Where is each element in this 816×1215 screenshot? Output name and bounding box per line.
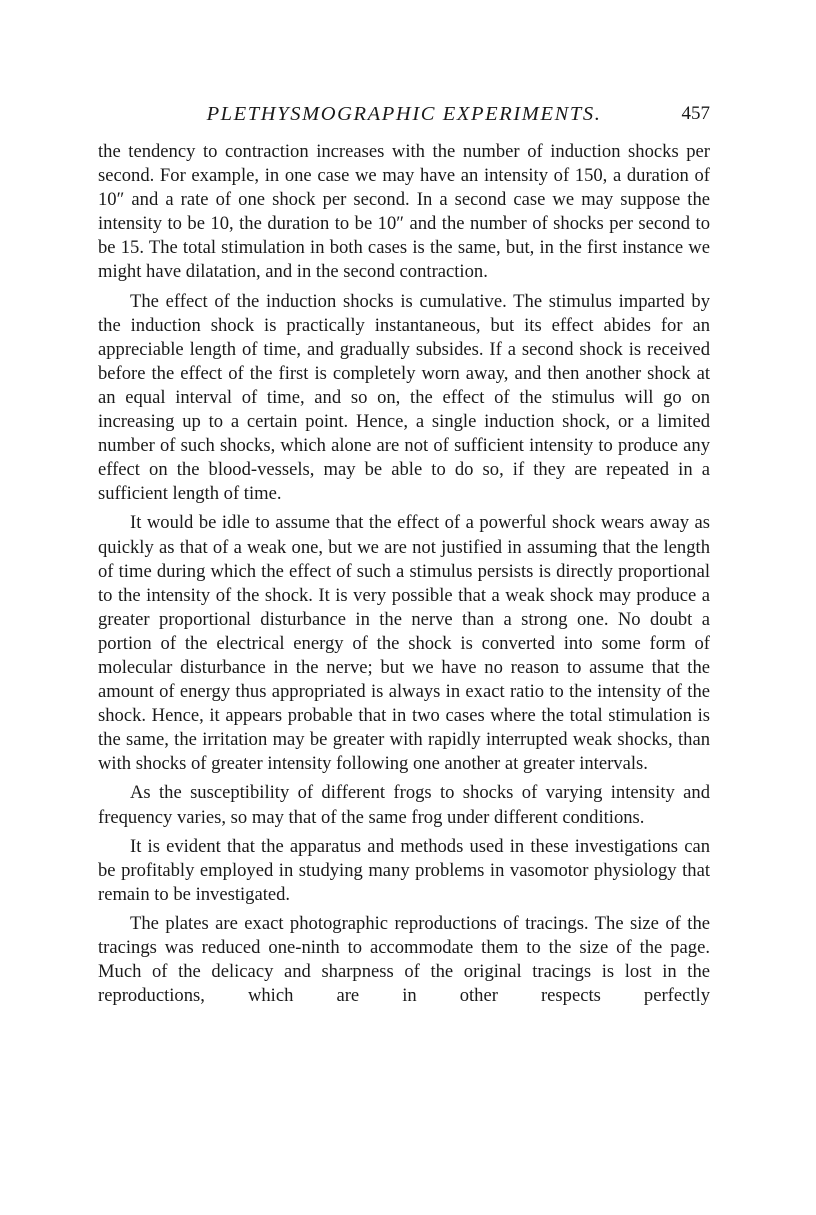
paragraph-plates: The plates are exact photographic reproductions of tracings. The size of the tracings was reduced one-ninth to accommodate them to the size of the page. Much of the delicacy and sharpness of the original tracings is lost in the reproductions, which are in other respects perfectly [98, 912, 710, 1007]
running-head-title: PLETHYSMOGRAPHIC EXPERIMENTS. [206, 103, 602, 125]
running-head [98, 100, 710, 128]
page-number: 457 [681, 103, 710, 124]
body-text [98, 140, 710, 1008]
paragraph-frog-susceptibility: As the susceptibility of different frogs to shocks of varying intensity and frequency varies, so may that of the same frog under different conditions. [98, 782, 710, 828]
paragraph-apparatus: It is evident that the apparatus and methods used in these investigations can be profitably employed in studying many problems in vasomotor physiology that remain to be investigated. [98, 835, 710, 905]
paragraph-continued: the tendency to contraction increases with the number of induction shocks per second. For example, in one case we may have an intensity of 150, a duration of 10″ and a rate of one shock per second. In a second case we may suppose the intensity to be 10, the duration to be 10″ and the number of shocks per second to be 15. The total stimulation in both cases is the same, but, in the first instance we might have dilatation, and in the second contraction. [98, 141, 710, 283]
paragraph-cumulative-effect: The effect of the induction shocks is cumulative. The stimulus imparted by the induction shock is practically instantaneous, but its effect abides for an appreciable length of time, and gradually subsides. If a second shock is received before the effect of the first is completely worn away, and then another shock at an equal interval of time, and so on, the effect of the stimulus will go on increasing up to a certain point. Hence, a single induction shock, or a limited number of such shocks, which alone are not of sufficient intensity to produce any effect on the blood-vessels, may be able to do so, if they are repeated in a sufficient length of time. [98, 290, 710, 505]
paragraph-shock-duration: It would be idle to assume that the effect of a powerful shock wears away as quickly as that of a weak one, but we are not justified in assuming that the length of time during which the effect of such a stimulus persists is directly proportional to the intensity of the shock. It is very possible that a weak shock may produce a greater proportional disturbance in the nerve than a strong one. No doubt a portion of the electrical energy of the shock is converted into some form of molecular disturbance in the nerve; but we have no reason to assume that the amount of energy thus appropriated is always in exact ratio to the intensity of the shock. Hence, it appears probable that in two cases where the total stimulation is the same, the irritation may be greater with rapidly interrupted weak shocks, than with shocks of greater intensity following one another at greater intervals. [98, 512, 710, 775]
